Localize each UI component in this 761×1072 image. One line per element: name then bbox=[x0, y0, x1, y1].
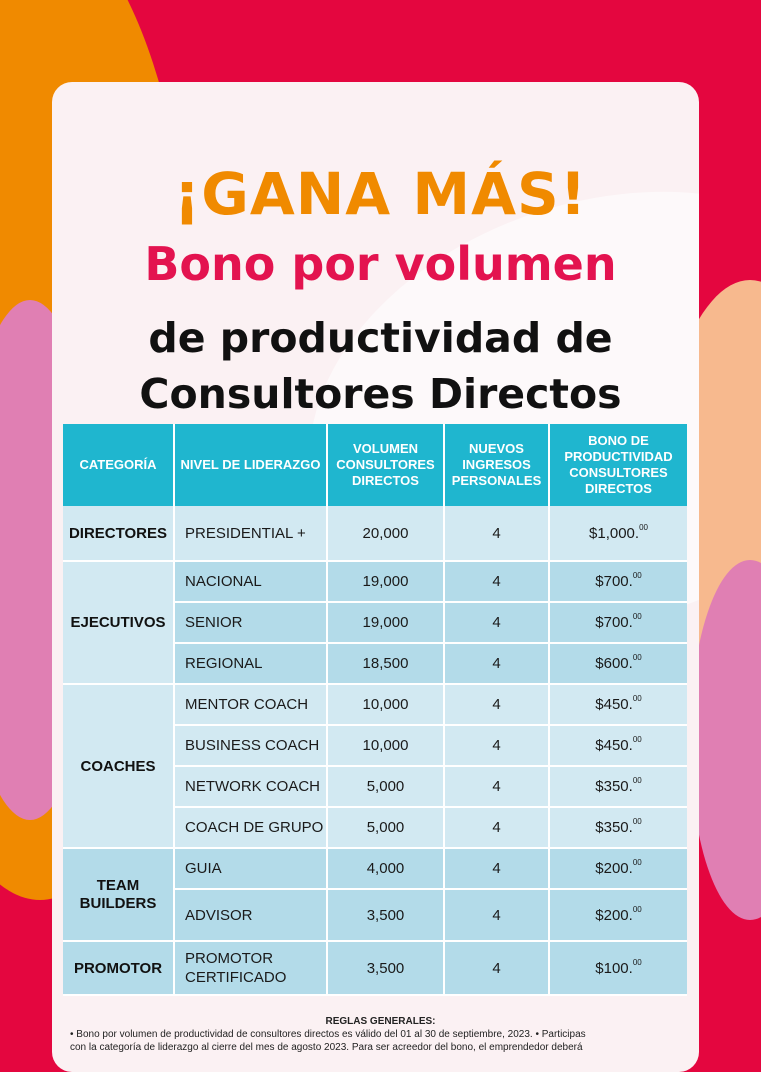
new-entries-cell: 4 bbox=[444, 561, 549, 602]
category-cell: COACHES bbox=[63, 684, 174, 848]
new-entries-cell: 4 bbox=[444, 766, 549, 807]
new-entries-cell: 4 bbox=[444, 725, 549, 766]
category-cell: PROMOTOR bbox=[63, 941, 174, 995]
new-entries-cell: 4 bbox=[444, 643, 549, 684]
level-cell: MENTOR COACH bbox=[174, 684, 327, 725]
volume-cell: 4,000 bbox=[327, 848, 444, 889]
new-entries-cell: 4 bbox=[444, 941, 549, 995]
rules-text-line-1: • Bono por volumen de productividad de consultores directos es válido del 01 al 30 de septiembre, 2023. • Participas bbox=[70, 1029, 586, 1040]
volume-cell: 5,000 bbox=[327, 807, 444, 848]
table-row bbox=[63, 684, 687, 725]
volume-cell: 5,000 bbox=[327, 766, 444, 807]
general-rules bbox=[60, 1015, 701, 1054]
bonus-cell: $200.00 bbox=[549, 848, 687, 889]
rules-heading: REGLAS GENERALES: bbox=[325, 1016, 436, 1027]
volume-cell: 3,500 bbox=[327, 941, 444, 995]
table-row bbox=[63, 561, 687, 602]
bonus-cell: $450.00 bbox=[549, 684, 687, 725]
new-entries-cell: 4 bbox=[444, 602, 549, 643]
table-header-row bbox=[63, 424, 687, 506]
rules-text-line-2: con la categoría de liderazgo al cierre del mes de agosto 2023. Para ser acreedor del bono, el emprendedor deberá bbox=[70, 1042, 583, 1053]
subheadline: Bono por volumen bbox=[144, 237, 617, 291]
level-cell: GUIA bbox=[174, 848, 327, 889]
column-header: VOLUMEN CONSULTORES DIRECTOS bbox=[327, 424, 444, 506]
level-cell: BUSINESS COACH bbox=[174, 725, 327, 766]
new-entries-cell: 4 bbox=[444, 848, 549, 889]
volume-cell: 10,000 bbox=[327, 684, 444, 725]
new-entries-cell: 4 bbox=[444, 684, 549, 725]
level-cell: PRESIDENTIAL + bbox=[174, 506, 327, 561]
volume-cell: 3,500 bbox=[327, 889, 444, 941]
level-cell: COACH DE GRUPO bbox=[174, 807, 327, 848]
level-cell: SENIOR bbox=[174, 602, 327, 643]
table-row bbox=[63, 941, 687, 995]
level-cell: ADVISOR bbox=[174, 889, 327, 941]
column-header: NIVEL DE LIDERAZGO bbox=[174, 424, 327, 506]
bonus-table bbox=[63, 424, 687, 996]
new-entries-cell: 4 bbox=[444, 506, 549, 561]
volume-cell: 19,000 bbox=[327, 602, 444, 643]
volume-cell: 10,000 bbox=[327, 725, 444, 766]
volume-cell: 19,000 bbox=[327, 561, 444, 602]
category-cell: EJECUTIVOS bbox=[63, 561, 174, 684]
category-cell: DIRECTORES bbox=[63, 506, 174, 561]
category-cell: TEAM BUILDERS bbox=[63, 848, 174, 941]
bonus-cell: $100.00 bbox=[549, 941, 687, 995]
new-entries-cell: 4 bbox=[444, 889, 549, 941]
description bbox=[0, 310, 761, 422]
table-row bbox=[63, 506, 687, 561]
description-line-1: de productividad de bbox=[148, 314, 613, 362]
level-cell: NETWORK COACH bbox=[174, 766, 327, 807]
bonus-cell: $700.00 bbox=[549, 561, 687, 602]
volume-cell: 18,500 bbox=[327, 643, 444, 684]
description-line-2: Consultores Directos bbox=[139, 370, 622, 418]
volume-cell: 20,000 bbox=[327, 506, 444, 561]
table-row bbox=[63, 848, 687, 889]
column-header: NUEVOS INGRESOS PERSONALES bbox=[444, 424, 549, 506]
column-header: BONO DE PRODUCTIVIDAD CONSULTORES DIRECTOS bbox=[549, 424, 687, 506]
bonus-cell: $600.00 bbox=[549, 643, 687, 684]
level-cell: REGIONAL bbox=[174, 643, 327, 684]
bonus-cell: $700.00 bbox=[549, 602, 687, 643]
bonus-cell: $350.00 bbox=[549, 766, 687, 807]
level-cell: PROMOTOR CERTIFICADO bbox=[174, 941, 327, 995]
bonus-cell: $350.00 bbox=[549, 807, 687, 848]
headline: ¡GANA MÁS! bbox=[173, 160, 588, 228]
bonus-cell: $1,000.00 bbox=[549, 506, 687, 561]
level-cell: NACIONAL bbox=[174, 561, 327, 602]
new-entries-cell: 4 bbox=[444, 807, 549, 848]
column-header: CATEGORÍA bbox=[63, 424, 174, 506]
bonus-cell: $200.00 bbox=[549, 889, 687, 941]
bonus-cell: $450.00 bbox=[549, 725, 687, 766]
